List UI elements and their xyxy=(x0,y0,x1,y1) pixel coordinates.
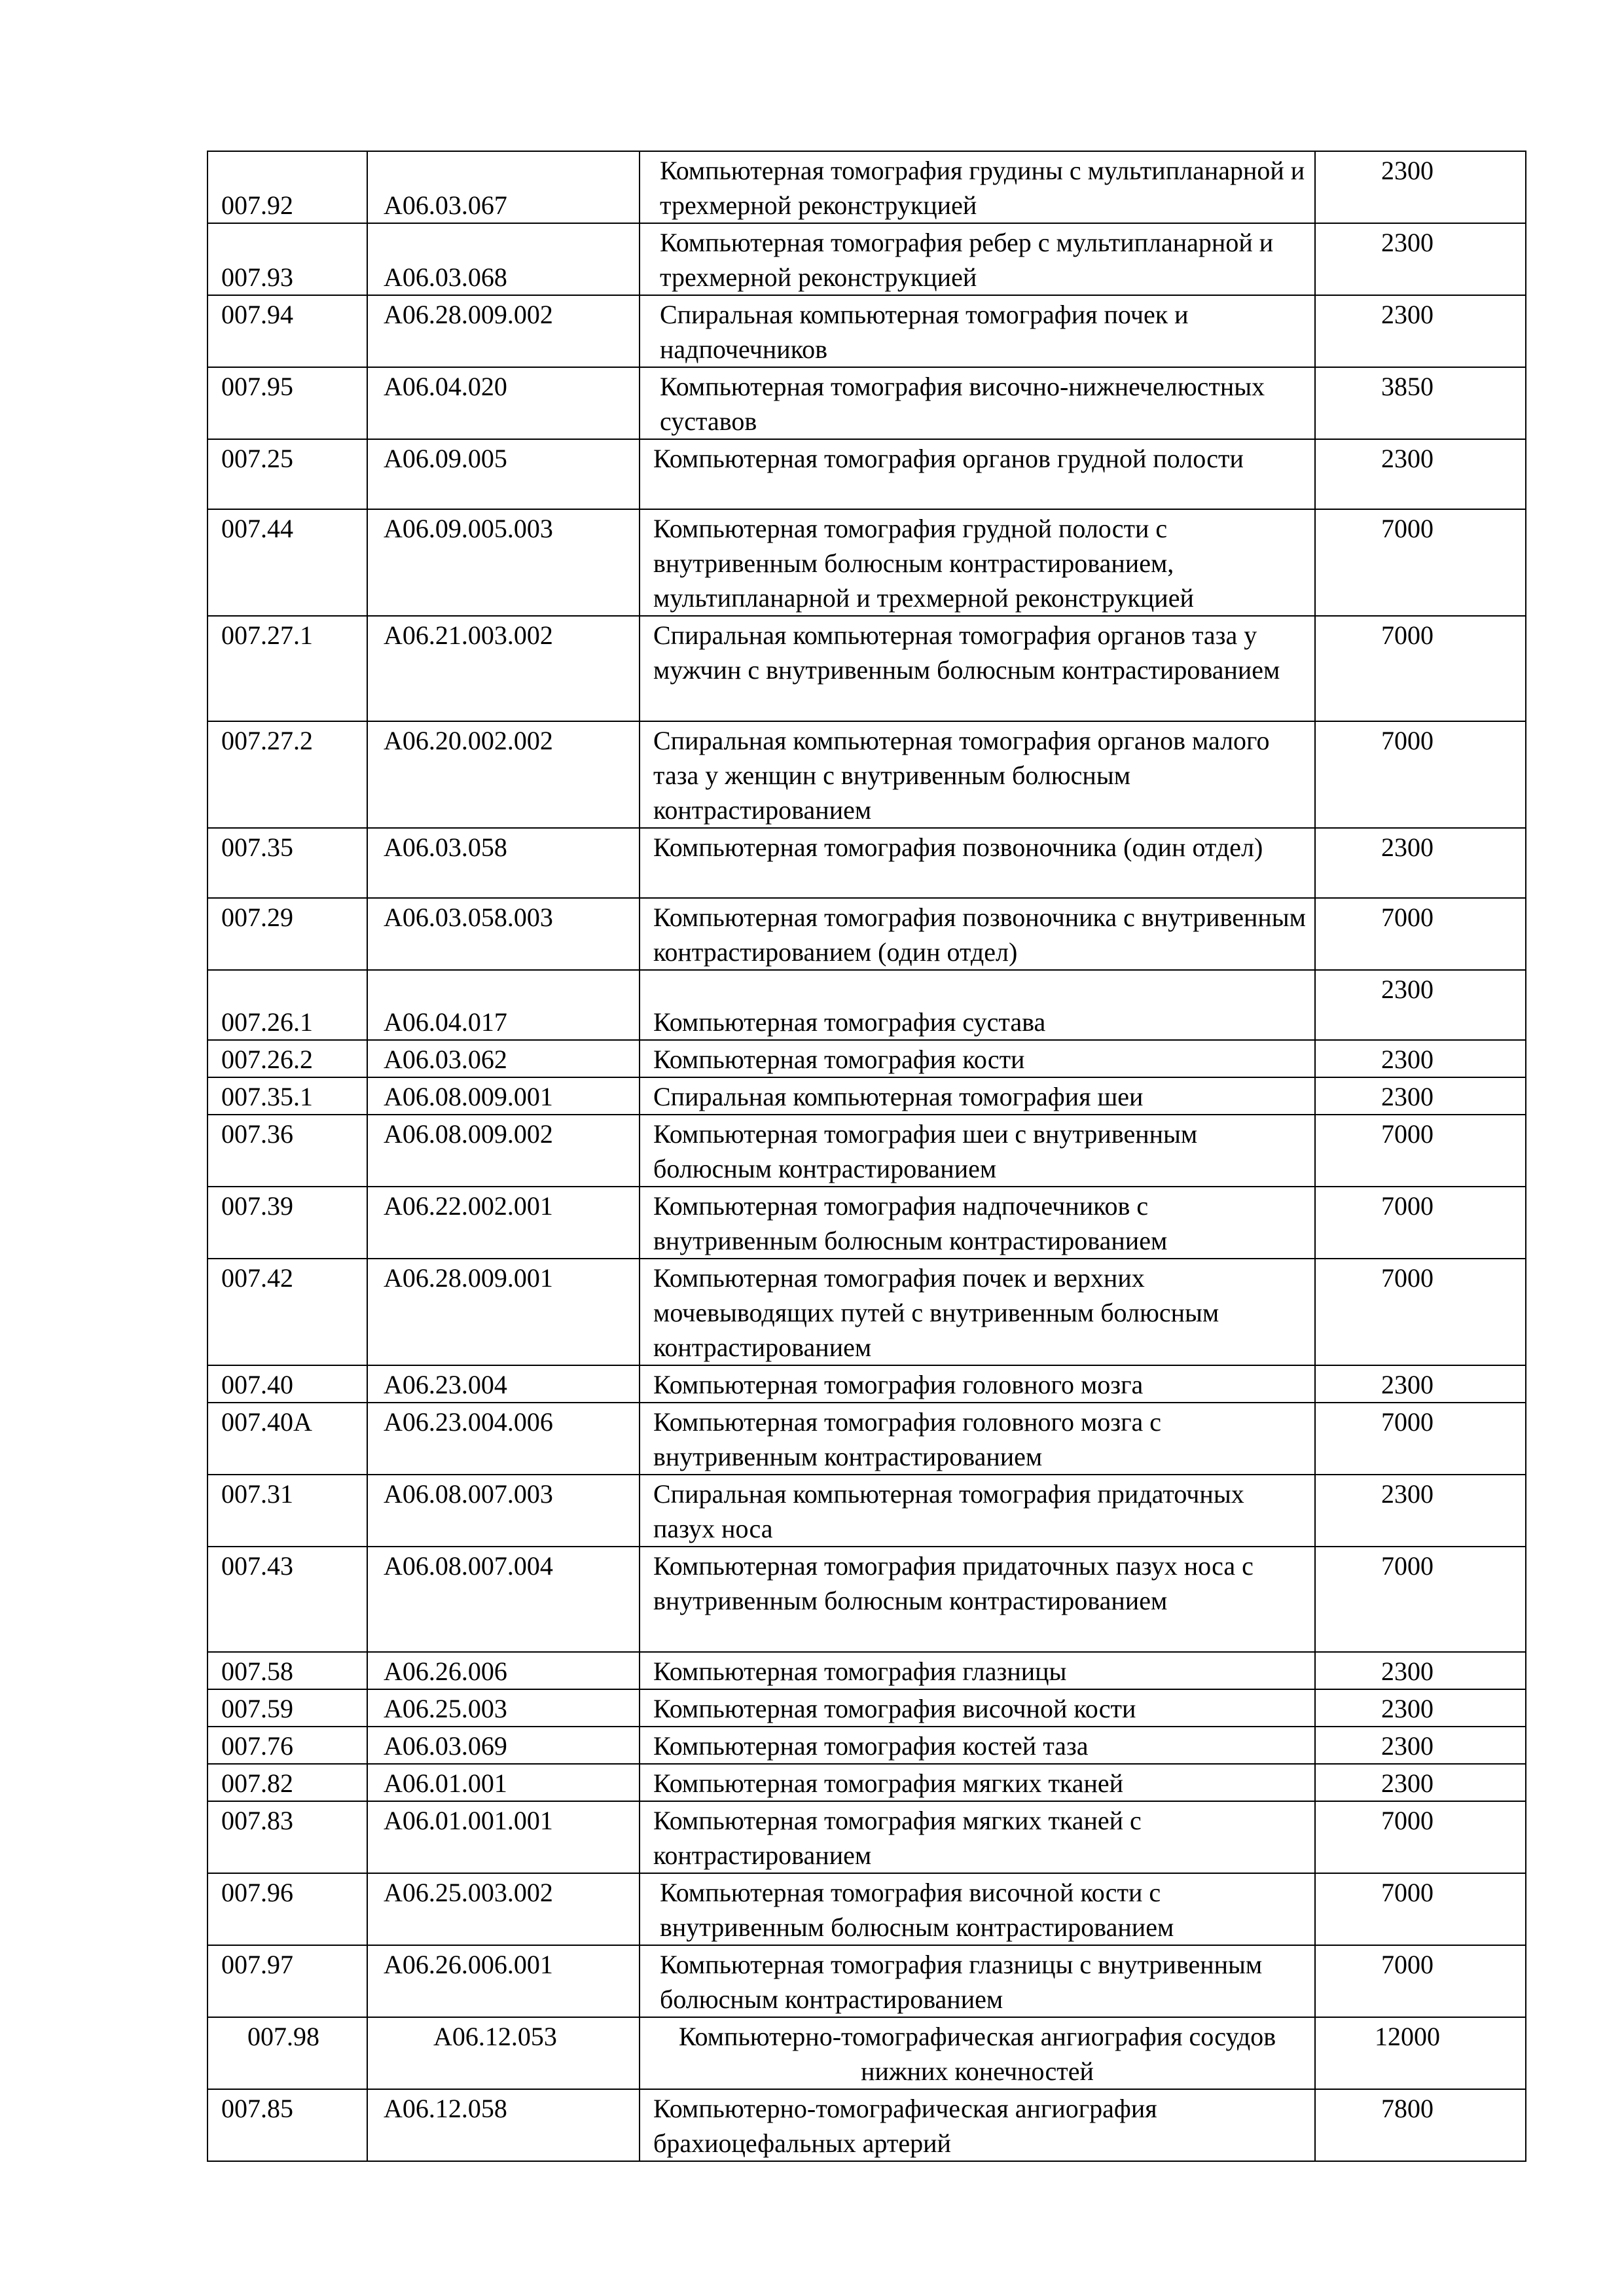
table-row xyxy=(208,2017,1526,2089)
service-code-cell: A06.08.007.004 xyxy=(367,1547,640,1652)
service-number-cell: 007.76 xyxy=(208,1727,367,1764)
table-row xyxy=(208,1475,1526,1547)
price-table-body xyxy=(208,151,1526,2161)
service-number-cell: 007.29 xyxy=(208,898,367,970)
service-number-cell: 007.83 xyxy=(208,1801,367,1873)
service-number-cell: 007.26.1 xyxy=(208,970,367,1040)
table-row xyxy=(208,1727,1526,1764)
service-description-cell: Компьютерная томография головного мозга xyxy=(640,1365,1315,1403)
service-price-cell: 12000 xyxy=(1315,2017,1526,2089)
table-row xyxy=(208,1801,1526,1873)
service-price-cell: 2300 xyxy=(1315,1365,1526,1403)
service-description-cell: Компьютерная томография грудной полости с внутривенным болюсным контрастированием, мультипланарной и трехмерной реконструкцией xyxy=(640,509,1315,616)
service-number-cell: 007.26.2 xyxy=(208,1040,367,1077)
service-number-cell: 007.97 xyxy=(208,1945,367,2017)
service-price-cell: 7000 xyxy=(1315,1115,1526,1187)
table-row xyxy=(208,898,1526,970)
table-row xyxy=(208,1365,1526,1403)
service-description-cell: Компьютерная томография мягких тканей xyxy=(640,1764,1315,1801)
table-row xyxy=(208,1403,1526,1475)
service-number-cell: 007.98 xyxy=(208,2017,367,2089)
service-description-cell: Компьютерно-томографическая ангиография брахиоцефальных артерий xyxy=(640,2089,1315,2161)
service-price-cell: 7000 xyxy=(1315,1403,1526,1475)
service-number-cell: 007.82 xyxy=(208,1764,367,1801)
service-description-cell: Компьютерная томография сустава xyxy=(640,970,1315,1040)
service-code-cell: A06.21.003.002 xyxy=(367,616,640,721)
service-code-cell: A06.25.003.002 xyxy=(367,1873,640,1945)
service-price-cell: 7800 xyxy=(1315,2089,1526,2161)
table-row xyxy=(208,1945,1526,2017)
service-number-cell: 007.92 xyxy=(208,151,367,223)
price-table xyxy=(207,151,1526,2162)
service-number-cell: 007.39 xyxy=(208,1187,367,1259)
service-number-cell: 007.40A xyxy=(208,1403,367,1475)
table-row xyxy=(208,828,1526,898)
service-code-cell: A06.03.058 xyxy=(367,828,640,898)
service-code-cell: A06.03.068 xyxy=(367,223,640,295)
service-number-cell: 007.44 xyxy=(208,509,367,616)
table-row xyxy=(208,2089,1526,2161)
service-code-cell: A06.08.007.003 xyxy=(367,1475,640,1547)
table-row xyxy=(208,295,1526,367)
service-price-cell: 7000 xyxy=(1315,1547,1526,1652)
service-code-cell: A06.04.017 xyxy=(367,970,640,1040)
service-price-cell: 7000 xyxy=(1315,616,1526,721)
service-code-cell: A06.12.053 xyxy=(367,2017,640,2089)
service-number-cell: 007.96 xyxy=(208,1873,367,1945)
table-row xyxy=(208,1077,1526,1115)
service-description-cell: Компьютерная томография грудины с мультипланарной и трехмерной реконструкцией xyxy=(640,151,1315,223)
service-code-cell: A06.23.004 xyxy=(367,1365,640,1403)
service-price-cell: 2300 xyxy=(1315,1689,1526,1727)
table-row xyxy=(208,223,1526,295)
service-description-cell: Компьютерная томография мягких тканей с контрастированием xyxy=(640,1801,1315,1873)
service-number-cell: 007.58 xyxy=(208,1652,367,1689)
service-description-cell: Компьютерная томография височной кости с внутривенным болюсным контрастированием xyxy=(640,1873,1315,1945)
table-row xyxy=(208,1873,1526,1945)
service-code-cell: A06.26.006.001 xyxy=(367,1945,640,2017)
service-price-cell: 2300 xyxy=(1315,828,1526,898)
service-number-cell: 007.85 xyxy=(208,2089,367,2161)
service-price-cell: 2300 xyxy=(1315,1727,1526,1764)
table-row xyxy=(208,1764,1526,1801)
table-row xyxy=(208,367,1526,439)
service-code-cell: A06.09.005 xyxy=(367,439,640,509)
service-description-cell: Компьютерная томография кости xyxy=(640,1040,1315,1077)
service-price-cell: 7000 xyxy=(1315,1259,1526,1365)
service-description-cell: Компьютерная томография надпочечников с внутривенным болюсным контрастированием xyxy=(640,1187,1315,1259)
service-price-cell: 7000 xyxy=(1315,1945,1526,2017)
service-description-cell: Компьютерная томография височной кости xyxy=(640,1689,1315,1727)
table-row xyxy=(208,1259,1526,1365)
service-price-cell: 7000 xyxy=(1315,1801,1526,1873)
table-row xyxy=(208,1547,1526,1652)
service-code-cell: A06.04.020 xyxy=(367,367,640,439)
service-code-cell: A06.03.069 xyxy=(367,1727,640,1764)
table-row xyxy=(208,1187,1526,1259)
service-description-cell: Спиральная компьютерная томография органов таза у мужчин с внутривенным болюсным контрастированием xyxy=(640,616,1315,721)
table-row xyxy=(208,151,1526,223)
service-price-cell: 2300 xyxy=(1315,295,1526,367)
service-code-cell: A06.28.009.002 xyxy=(367,295,640,367)
table-row xyxy=(208,439,1526,509)
service-number-cell: 007.27.2 xyxy=(208,721,367,828)
service-code-cell: A06.08.009.002 xyxy=(367,1115,640,1187)
service-description-cell: Спиральная компьютерная томография органов малого таза у женщин с внутривенным болюсным контрастированием xyxy=(640,721,1315,828)
service-number-cell: 007.40 xyxy=(208,1365,367,1403)
service-price-cell: 7000 xyxy=(1315,721,1526,828)
table-row xyxy=(208,1115,1526,1187)
service-number-cell: 007.93 xyxy=(208,223,367,295)
service-price-cell: 2300 xyxy=(1315,1077,1526,1115)
service-description-cell: Спиральная компьютерная томография почек и надпочечников xyxy=(640,295,1315,367)
service-code-cell: A06.26.006 xyxy=(367,1652,640,1689)
service-number-cell: 007.95 xyxy=(208,367,367,439)
service-price-cell: 7000 xyxy=(1315,509,1526,616)
service-description-cell: Компьютерная томография головного мозга с внутривенным контрастированием xyxy=(640,1403,1315,1475)
service-price-cell: 2300 xyxy=(1315,1652,1526,1689)
table-row xyxy=(208,616,1526,721)
service-description-cell: Спиральная компьютерная томография шеи xyxy=(640,1077,1315,1115)
service-price-cell: 7000 xyxy=(1315,1873,1526,1945)
service-description-cell: Компьютерная томография глазницы с внутривенным болюсным контрастированием xyxy=(640,1945,1315,2017)
table-row xyxy=(208,509,1526,616)
service-number-cell: 007.35 xyxy=(208,828,367,898)
service-description-cell: Компьютерная томография позвоночника (один отдел) xyxy=(640,828,1315,898)
service-number-cell: 007.25 xyxy=(208,439,367,509)
service-description-cell: Компьютерная томография костей таза xyxy=(640,1727,1315,1764)
service-code-cell: A06.09.005.003 xyxy=(367,509,640,616)
service-description-cell: Спиральная компьютерная томография придаточных пазух носа xyxy=(640,1475,1315,1547)
service-description-cell: Компьютерная томография почек и верхних мочевыводящих путей с внутривенным болюсным контрастированием xyxy=(640,1259,1315,1365)
table-row xyxy=(208,1040,1526,1077)
service-number-cell: 007.94 xyxy=(208,295,367,367)
service-description-cell: Компьютерная томография ребер с мультипланарной и трехмерной реконструкцией xyxy=(640,223,1315,295)
service-code-cell: A06.01.001.001 xyxy=(367,1801,640,1873)
service-code-cell: A06.20.002.002 xyxy=(367,721,640,828)
service-price-cell: 2300 xyxy=(1315,223,1526,295)
service-description-cell: Компьютерная томография височно-нижнечелюстных суставов xyxy=(640,367,1315,439)
service-price-cell: 2300 xyxy=(1315,1040,1526,1077)
service-number-cell: 007.31 xyxy=(208,1475,367,1547)
service-code-cell: A06.01.001 xyxy=(367,1764,640,1801)
service-price-cell: 7000 xyxy=(1315,898,1526,970)
service-price-cell: 2300 xyxy=(1315,1475,1526,1547)
service-price-cell: 7000 xyxy=(1315,1187,1526,1259)
service-price-cell: 2300 xyxy=(1315,151,1526,223)
service-code-cell: A06.08.009.001 xyxy=(367,1077,640,1115)
service-description-cell: Компьютерная томография шеи с внутривенным болюсным контрастированием xyxy=(640,1115,1315,1187)
service-price-cell: 2300 xyxy=(1315,970,1526,1040)
service-description-cell: Компьютерная томография органов грудной полости xyxy=(640,439,1315,509)
service-code-cell: A06.23.004.006 xyxy=(367,1403,640,1475)
table-row xyxy=(208,1652,1526,1689)
service-number-cell: 007.43 xyxy=(208,1547,367,1652)
service-price-cell: 2300 xyxy=(1315,1764,1526,1801)
service-code-cell: A06.22.002.001 xyxy=(367,1187,640,1259)
table-row xyxy=(208,721,1526,828)
service-code-cell: A06.28.009.001 xyxy=(367,1259,640,1365)
service-price-cell: 3850 xyxy=(1315,367,1526,439)
service-description-cell: Компьютерная томография придаточных пазух носа с внутривенным болюсным контрастированием xyxy=(640,1547,1315,1652)
table-row xyxy=(208,1689,1526,1727)
service-code-cell: A06.03.067 xyxy=(367,151,640,223)
service-number-cell: 007.59 xyxy=(208,1689,367,1727)
service-price-cell: 2300 xyxy=(1315,439,1526,509)
service-code-cell: A06.03.062 xyxy=(367,1040,640,1077)
service-number-cell: 007.42 xyxy=(208,1259,367,1365)
service-code-cell: A06.03.058.003 xyxy=(367,898,640,970)
service-description-cell: Компьютерная томография глазницы xyxy=(640,1652,1315,1689)
service-description-cell: Компьютерно-томографическая ангиография сосудов нижних конечностей xyxy=(640,2017,1315,2089)
service-number-cell: 007.35.1 xyxy=(208,1077,367,1115)
service-number-cell: 007.27.1 xyxy=(208,616,367,721)
service-code-cell: A06.12.058 xyxy=(367,2089,640,2161)
service-code-cell: A06.25.003 xyxy=(367,1689,640,1727)
table-row xyxy=(208,970,1526,1040)
service-description-cell: Компьютерная томография позвоночника с внутривенным контрастированием (один отдел) xyxy=(640,898,1315,970)
service-number-cell: 007.36 xyxy=(208,1115,367,1187)
